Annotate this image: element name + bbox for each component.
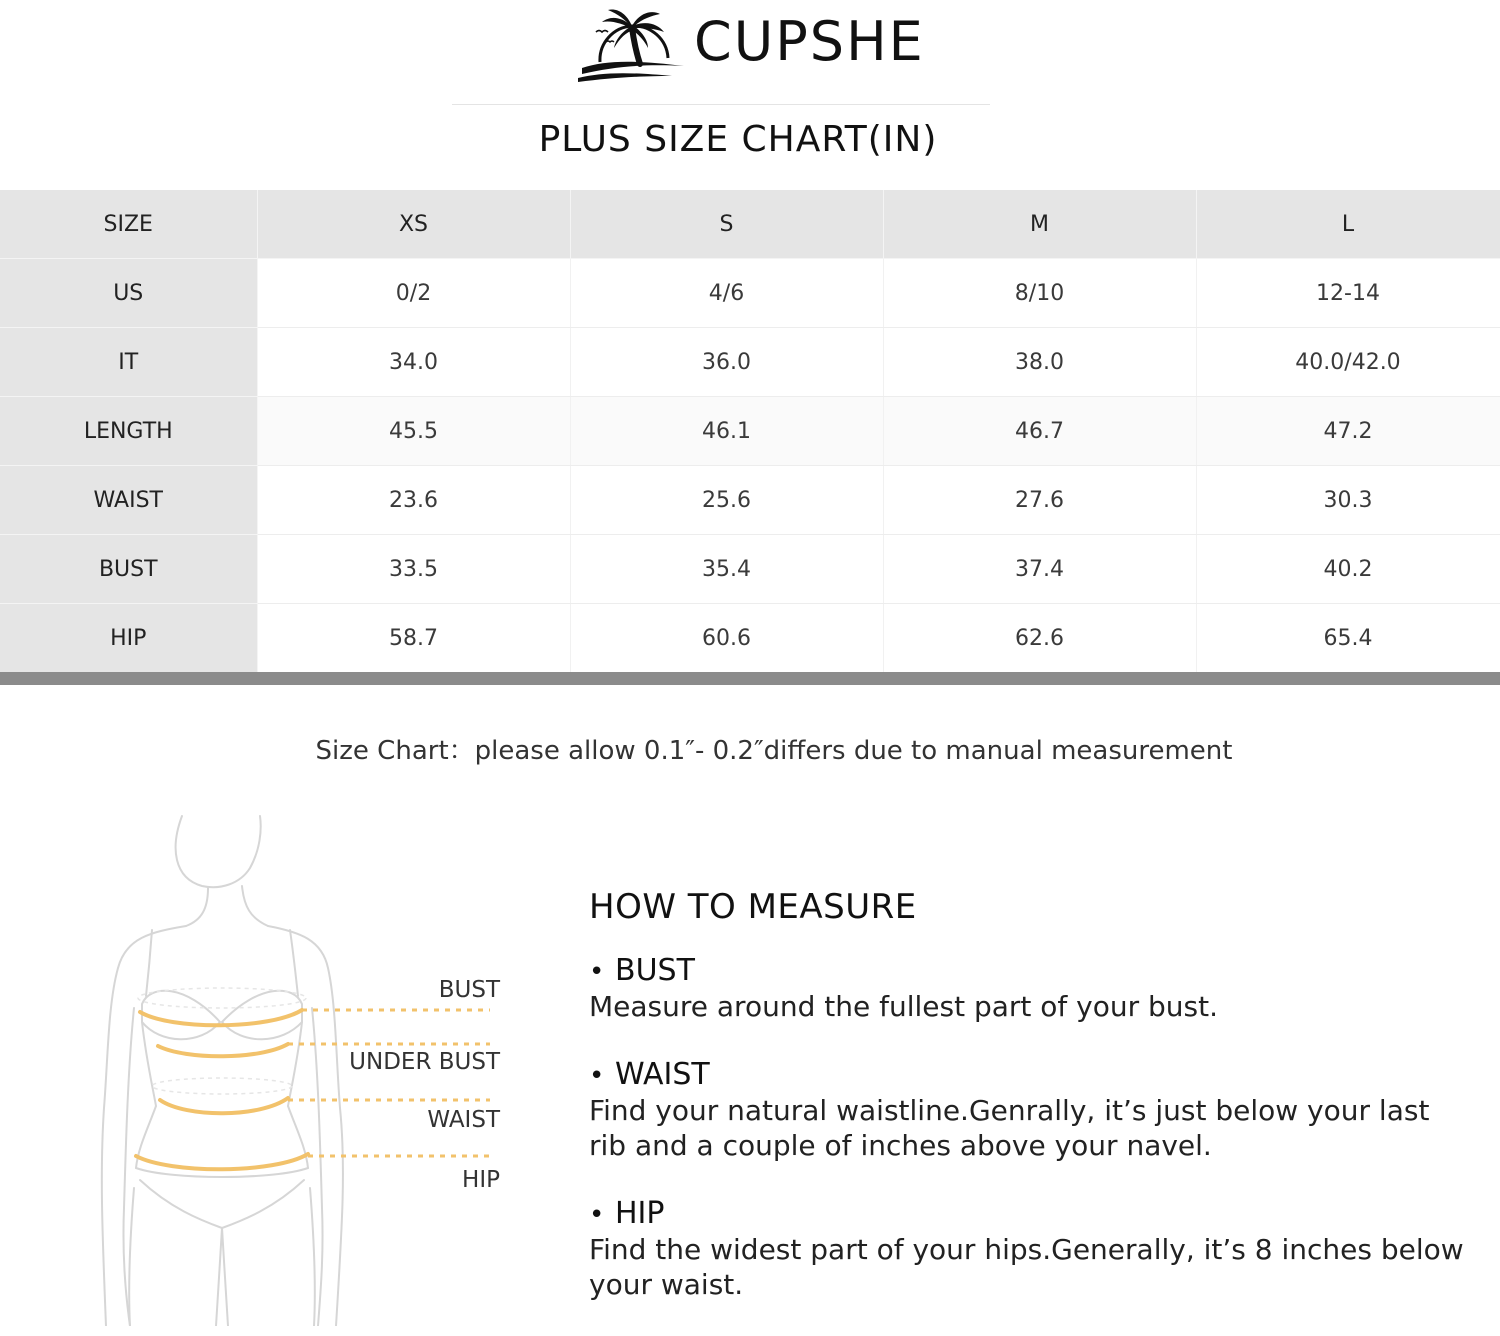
row-header: US — [0, 259, 257, 328]
bullet-icon: • — [589, 1200, 605, 1230]
table-cell: 35.4 — [570, 535, 883, 604]
section-title: HOW TO MEASURE — [589, 887, 917, 927]
size-chart-table — [0, 190, 1500, 673]
table-cell: 58.7 — [257, 604, 570, 673]
table-cell: 47.2 — [1196, 397, 1500, 466]
table-cell: 37.4 — [883, 535, 1196, 604]
row-header: LENGTH — [0, 397, 257, 466]
how-to-measure-section — [589, 884, 1469, 1336]
row-header: BUST — [0, 535, 257, 604]
row-header: IT — [0, 328, 257, 397]
brand-name: CUPSHE — [694, 10, 925, 73]
table-cell: 33.5 — [257, 535, 570, 604]
column-header: S — [570, 190, 883, 259]
table-cell: 0/2 — [257, 259, 570, 328]
table-cell: 40.0/42.0 — [1196, 328, 1500, 397]
table-cell: 8/10 — [883, 259, 1196, 328]
measure-item-name: HIP — [615, 1196, 665, 1231]
bullet-icon: • — [589, 1061, 605, 1091]
column-header: XS — [257, 190, 570, 259]
column-header: M — [883, 190, 1196, 259]
table-cell: 4/6 — [570, 259, 883, 328]
row-header: WAIST — [0, 466, 257, 535]
palm-tree-wave-icon — [576, 2, 688, 84]
table-cell: 60.6 — [570, 604, 883, 673]
table-cell: 40.2 — [1196, 535, 1500, 604]
table-row — [0, 466, 1500, 535]
hip-label: HIP — [462, 1167, 500, 1193]
header-divider — [452, 104, 990, 105]
measure-item-hip — [589, 1197, 1469, 1302]
row-header: HIP — [0, 604, 257, 673]
table-bottom-bar — [0, 672, 1500, 685]
under-bust-label: UNDER BUST — [349, 1049, 500, 1075]
table-cell: 45.5 — [257, 397, 570, 466]
table-header-row — [0, 190, 1500, 259]
table-cell: 46.1 — [570, 397, 883, 466]
table-cell: 38.0 — [883, 328, 1196, 397]
measure-item-text: Measure around the fullest part of your bust. — [589, 990, 1219, 1023]
table-row — [0, 604, 1500, 673]
table-cell: 46.7 — [883, 397, 1196, 466]
table-row — [0, 328, 1500, 397]
table-cell: 25.6 — [570, 466, 883, 535]
measure-item-name: BUST — [615, 953, 695, 988]
measure-item-title — [589, 1197, 1469, 1232]
measure-item-text: Find your natural waistline.Genrally, it’s just below your last rib and a couple of inches above your navel. — [589, 1094, 1430, 1162]
table-row — [0, 397, 1500, 466]
measure-item-bust — [589, 954, 1469, 1024]
column-header: SIZE — [0, 190, 257, 259]
table-cell: 30.3 — [1196, 466, 1500, 535]
table-cell: 62.6 — [883, 604, 1196, 673]
column-header: L — [1196, 190, 1500, 259]
measure-item-waist — [589, 1058, 1469, 1163]
table-cell: 23.6 — [257, 466, 570, 535]
table-row — [0, 259, 1500, 328]
measure-item-name: WAIST — [615, 1057, 710, 1092]
table-cell: 12-14 — [1196, 259, 1500, 328]
brand-logo — [576, 0, 925, 90]
table-cell: 65.4 — [1196, 604, 1500, 673]
bust-label: BUST — [438, 977, 500, 1003]
table-cell: 36.0 — [570, 328, 883, 397]
measure-item-title — [589, 1058, 1469, 1093]
table-cell: 27.6 — [883, 466, 1196, 535]
waist-label: WAIST — [427, 1107, 500, 1133]
table-cell: 34.0 — [257, 328, 570, 397]
measure-item-title — [589, 954, 1469, 989]
bullet-icon: • — [589, 957, 605, 987]
measure-item-text: Find the widest part of your hips.Generally, it’s 8 inches below your waist. — [589, 1233, 1464, 1301]
page-title: PLUS SIZE CHART(IN) — [538, 119, 938, 160]
measurement-note: Size Chart：please allow 0.1″- 0.2″differs due to manual measurement — [315, 736, 1233, 766]
body-measurement-figure — [90, 808, 510, 1326]
table-row — [0, 535, 1500, 604]
